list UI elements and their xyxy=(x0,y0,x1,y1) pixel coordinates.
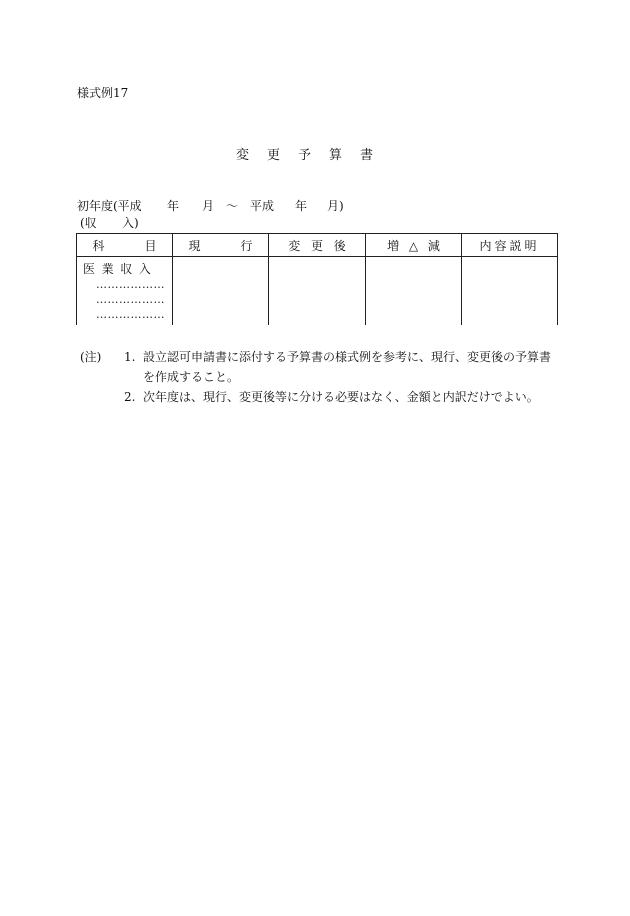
header-description: 内容説明 xyxy=(462,234,558,257)
fiscal-tilde: 〜 xyxy=(226,199,239,213)
title-char: 書 xyxy=(360,148,374,163)
title-char: 予 xyxy=(298,148,312,163)
note-continuation: を作成すること。 xyxy=(143,370,240,384)
title-char: 算 xyxy=(329,148,343,163)
header-increase-decrease: 増 △ 減 xyxy=(366,234,462,257)
note-number: 2. xyxy=(124,390,136,404)
table-header-row xyxy=(77,234,558,257)
table-row xyxy=(77,257,558,326)
note-text: 設立認可申請書に添付する予算書の様式例を参考に、現行、変更後の予算書 xyxy=(143,350,552,364)
current-cell xyxy=(173,257,269,326)
notes-heading: (注) xyxy=(80,350,102,364)
form-number-label: 様式例17 xyxy=(77,86,129,100)
notes-block xyxy=(80,347,551,407)
document-title xyxy=(236,144,391,163)
section-label-revenue xyxy=(80,214,139,231)
description-cell xyxy=(462,257,558,326)
section-open: (収 xyxy=(80,216,97,230)
fiscal-start-year-unit: 年 xyxy=(167,199,180,213)
note-text: 次年度は、現行、変更後等に分ける必要はなく、金額と内訳だけでよい。 xyxy=(143,390,539,404)
fiscal-era: 平成 xyxy=(250,199,275,213)
fiscal-period-line xyxy=(77,197,344,214)
dot-leader: ……………… xyxy=(96,278,165,291)
fiscal-end-month: 月) xyxy=(327,199,344,213)
title-char: 更 xyxy=(267,148,281,163)
header-current: 現 行 xyxy=(173,234,269,257)
note-item-1 xyxy=(80,347,551,367)
fiscal-prefix: 初年度(平成 xyxy=(77,199,142,213)
note-number: 1. xyxy=(124,350,136,364)
title-char: 変 xyxy=(236,148,250,163)
item-medical-revenue: 医業収入 xyxy=(83,262,158,276)
header-after-change: 変更後 xyxy=(269,234,366,257)
fiscal-start-month: 月 xyxy=(202,199,215,213)
after-change-cell xyxy=(269,257,366,326)
header-subject: 科 目 xyxy=(77,234,173,257)
dot-leader: ……………… xyxy=(96,293,165,306)
dot-leader: ……………… xyxy=(96,308,165,321)
increase-decrease-cell xyxy=(366,257,462,326)
fiscal-end-year-unit: 年 xyxy=(295,199,308,213)
note-item-2 xyxy=(80,387,551,407)
section-close: 入) xyxy=(122,216,139,230)
subject-cell xyxy=(77,257,173,326)
budget-table xyxy=(76,233,558,325)
